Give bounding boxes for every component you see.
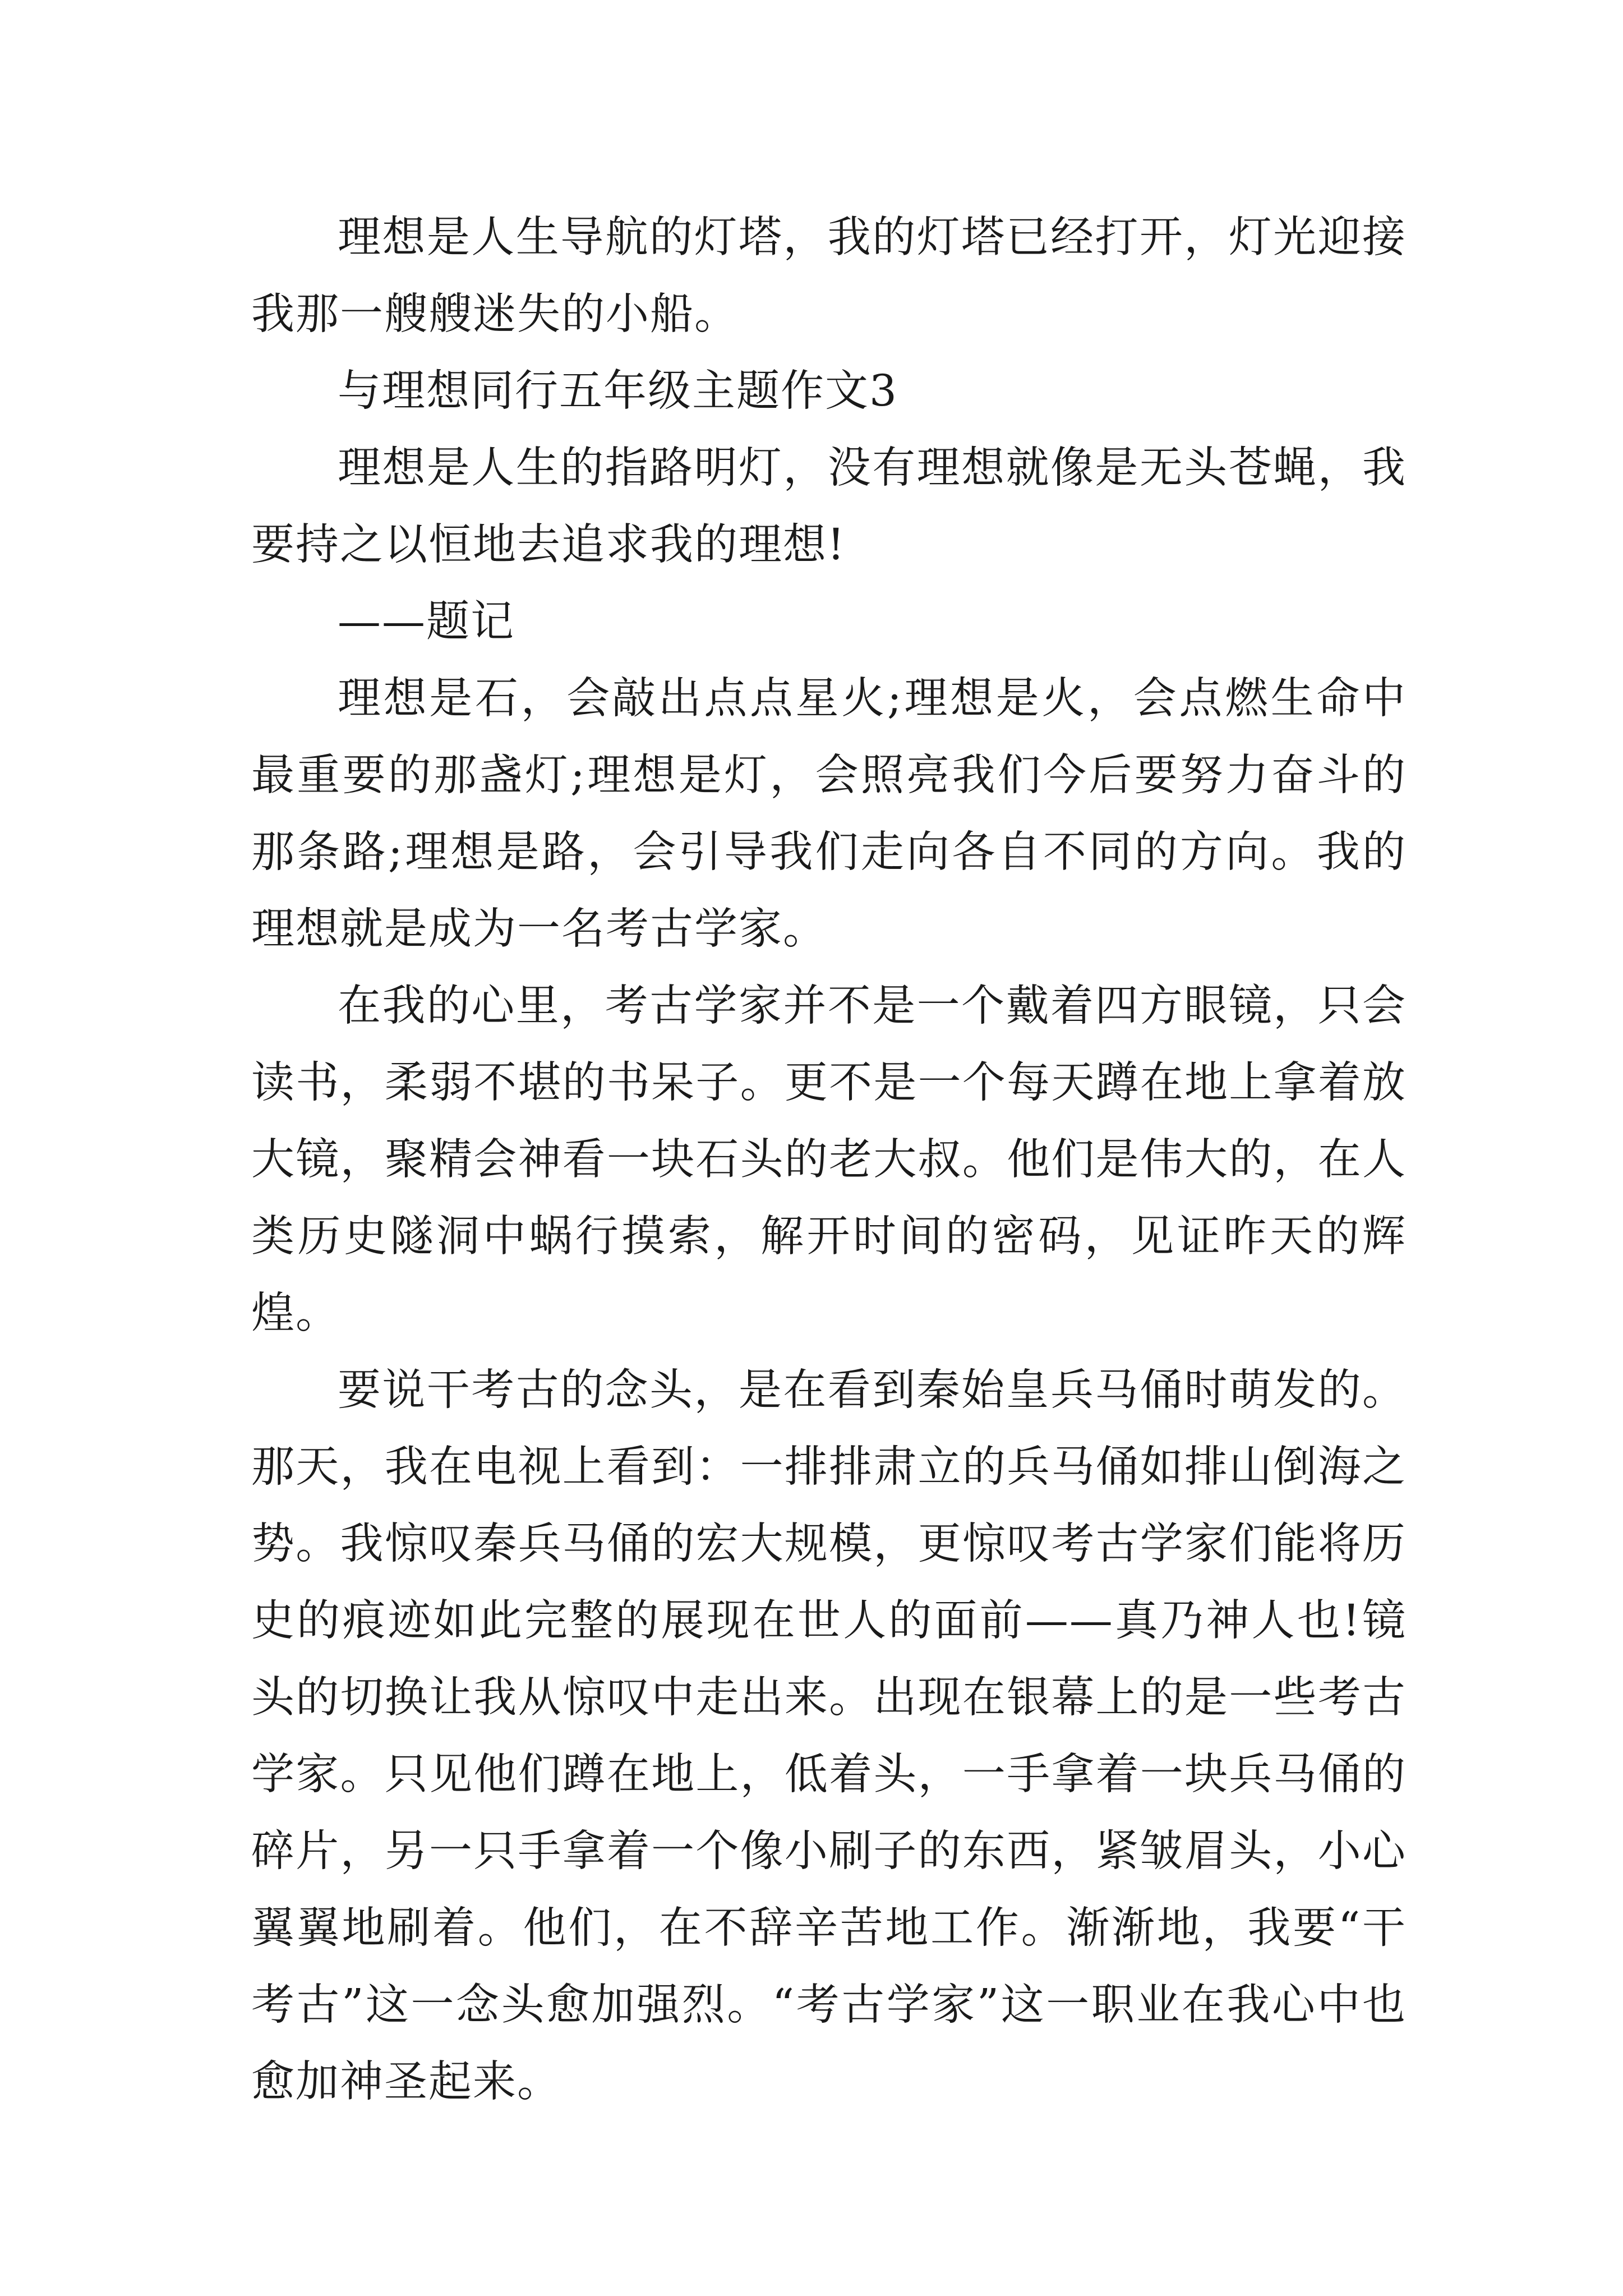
paragraph-lighthouse: 理想是人生导航的灯塔，我的灯塔已经打开，灯光迎接我那一艘艘迷失的小船。 xyxy=(251,213,1407,339)
paragraph-ideal-metaphors: 理想是石，会敲出点点星火;理想是火，会点燃生命中最重要的那盏灯;理想是灯，会照亮我们今后要努力奋斗的那条路;理想是路，会引导我们走向各自不同的方向。我的理想就是成为一名考古学家。 xyxy=(251,674,1407,954)
paragraph-archaeologist-image: 在我的心里，考古学家并不是一个戴着四方眼镜，只会读书，柔弱不堪的书呆子。更不是一个每天蹲在地上拿着放大镜，聚精会神看一块石头的老大叔。他们是伟大的，在人类历史隧洞中蜗行摸索，解开时间的密码，见证昨天的辉煌。 xyxy=(251,981,1407,1338)
essay-heading: 与理想同行五年级主题作文3 xyxy=(338,366,898,416)
document-body xyxy=(251,199,1407,2120)
paragraph-epigraph: 理想是人生的指路明灯，没有理想就像是无头苍蝇，我要持之以恒地去追求我的理想! xyxy=(251,443,1407,570)
epigraph-attribution: ——题记 xyxy=(338,597,515,647)
paragraph-terracotta-army: 要说干考古的念头，是在看到秦始皇兵马俑时萌发的。那天，我在电视上看到：一排排肃立的兵马俑如排山倒海之势。我惊叹秦兵马俑的宏大规模，更惊叹考古学家们能将历史的痕迹如此完整的展现在世人的面前——真乃神人也!镜头的切换让我从惊叹中走出来。出现在银幕上的是一些考古学家。只见他们蹲在地上，低着头，一手拿着一块兵马俑的碎片，另一只手拿着一个像小刷子的东西，紧皱眉头，小心翼翼地刷着。他们，在不辞辛苦地工作。渐渐地，我要“干考古”这一念头愈加强烈。“考古学家”这一职业在我心中也愈加神圣起来。 xyxy=(251,1365,1407,2107)
